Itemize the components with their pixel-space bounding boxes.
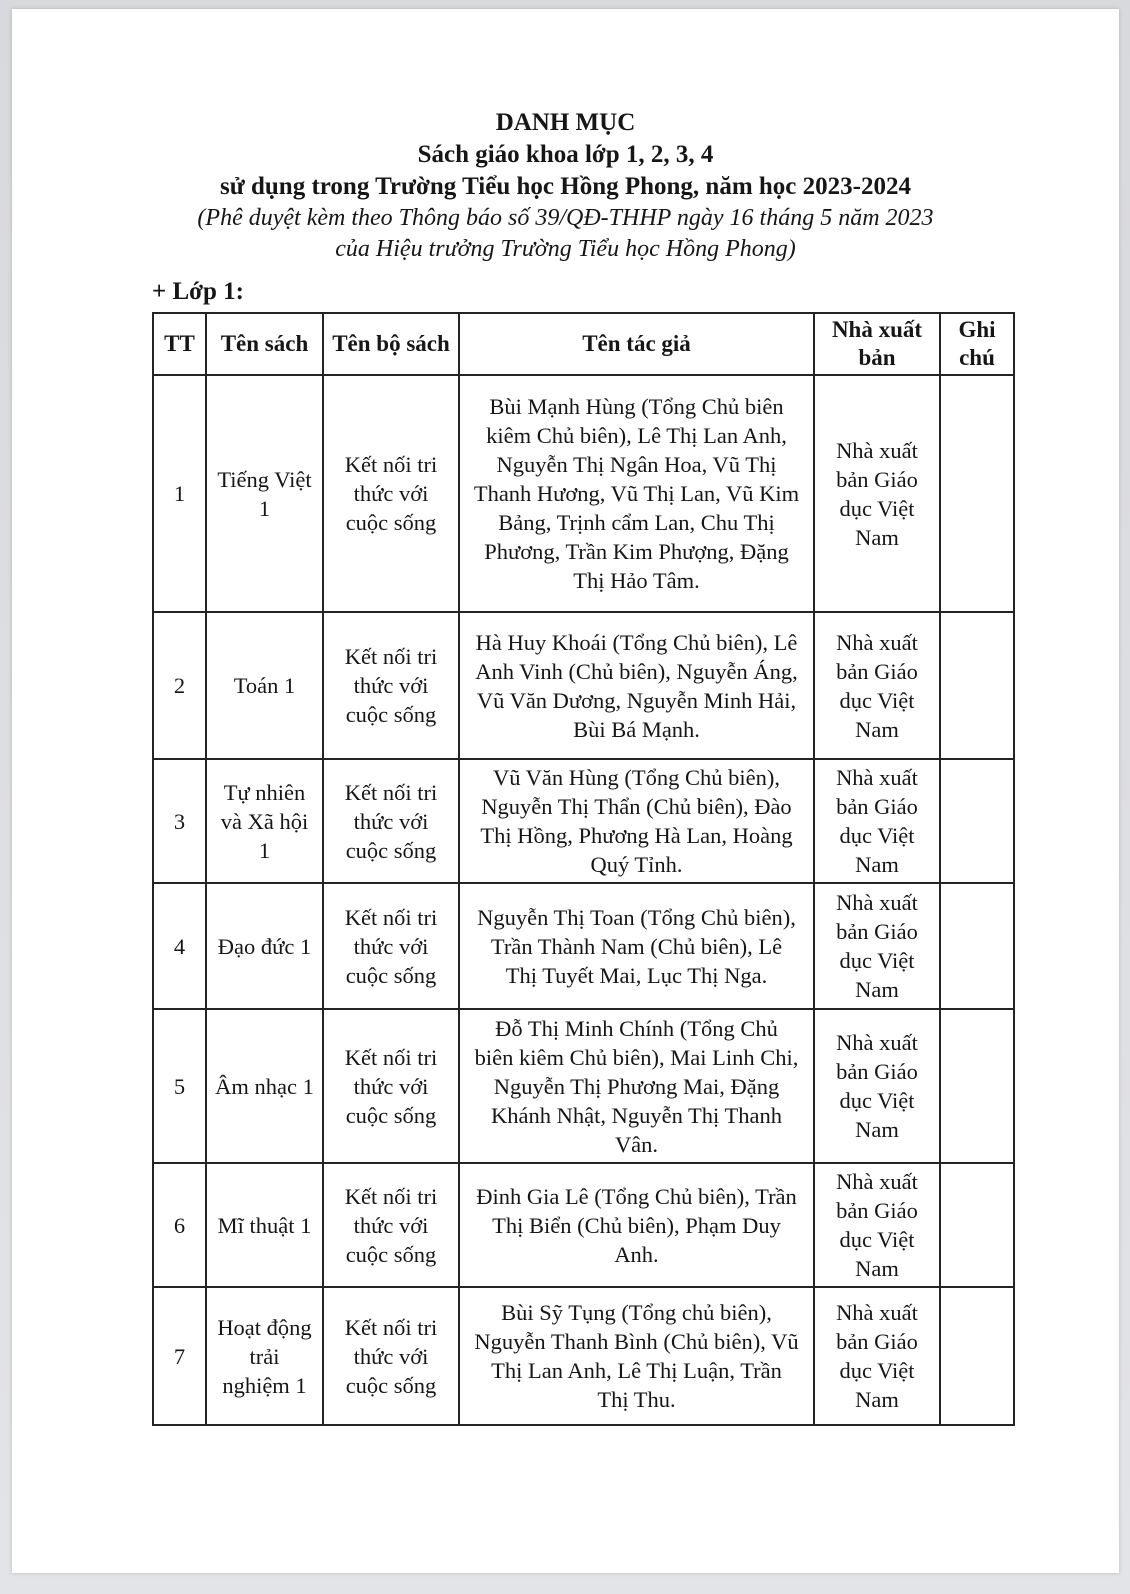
publisher-cell: Nhà xuất bản Giáo dục Việt Nam bbox=[814, 1287, 940, 1425]
textbook-table bbox=[152, 312, 1015, 1426]
authors-cell: Đỗ Thị Minh Chính (Tổng Chủ biên kiêm Chủ biên), Mai Linh Chi, Nguyễn Thị Phương Mai, Đặng Khánh Nhật, Nguyễn Thị Thanh Vân. bbox=[459, 1009, 814, 1163]
authors-cell: Hà Huy Khoái (Tổng Chủ biên), Lê Anh Vinh (Chủ biên), Nguyễn Áng, Vũ Văn Dương, Nguyễn Minh Hải, Bùi Bá Mạnh. bbox=[459, 612, 814, 759]
table-row bbox=[153, 883, 1014, 1009]
book-name-cell: Hoạt động trải nghiệm 1 bbox=[206, 1287, 323, 1425]
approval-note-line1: (Phê duyệt kèm theo Thông báo số 39/QĐ-THHP ngày 16 tháng 5 năm 2023 bbox=[197, 205, 934, 231]
series-name-cell: Kết nối tri thức với cuộc sống bbox=[323, 1163, 459, 1287]
authors-cell: Vũ Văn Hùng (Tổng Chủ biên), Nguyễn Thị Thẩn (Chủ biên), Đào Thị Hồng, Phương Hà Lan, Hoàng Quý Tỉnh. bbox=[459, 759, 814, 883]
notes-cell bbox=[940, 1287, 1014, 1425]
table-row bbox=[153, 1287, 1014, 1425]
publisher-cell: Nhà xuất bản Giáo dục Việt Nam bbox=[814, 1163, 940, 1287]
document-subtitle-school-year: sử dụng trong Trường Tiểu học Hồng Phong, năm học 2023-2024 bbox=[220, 173, 911, 200]
book-name-cell: Tiếng Việt 1 bbox=[206, 375, 323, 612]
publisher-cell: Nhà xuất bản Giáo dục Việt Nam bbox=[814, 375, 940, 612]
series-name-cell: Kết nối tri thức với cuộc sống bbox=[323, 375, 459, 612]
document-title: DANH MỤC bbox=[495, 109, 636, 136]
row-number-cell: 4 bbox=[153, 883, 206, 1009]
authors-cell: Bùi Sỹ Tụng (Tổng chủ biên), Nguyễn Thanh Bình (Chủ biên), Vũ Thị Lan Anh, Lê Thị Luận, Trần Thị Thu. bbox=[459, 1287, 814, 1425]
book-name-cell: Âm nhạc 1 bbox=[206, 1009, 323, 1163]
series-name-cell: Kết nối tri thức với cuộc sống bbox=[323, 612, 459, 759]
authors-cell: Bùi Mạnh Hùng (Tổng Chủ biên kiêm Chủ biên), Lê Thị Lan Anh, Nguyễn Thị Ngân Hoa, Vũ Thị Thanh Hương, Vũ Thị Lan, Vũ Kim Bảng, Trịnh cẩm Lan, Chu Thị Phương, Trần Kim Phượng, Đặng Thị Hảo Tâm. bbox=[459, 375, 814, 612]
publisher-cell: Nhà xuất bản Giáo dục Việt Nam bbox=[814, 1009, 940, 1163]
publisher-cell: Nhà xuất bản Giáo dục Việt Nam bbox=[814, 612, 940, 759]
series-name-cell: Kết nối tri thức với cuộc sống bbox=[323, 883, 459, 1009]
notes-cell bbox=[940, 1009, 1014, 1163]
grade-1-section-label: + Lớp 1: bbox=[152, 278, 244, 305]
row-number-cell: 5 bbox=[153, 1009, 206, 1163]
table-row bbox=[153, 1163, 1014, 1287]
publisher-cell: Nhà xuất bản Giáo dục Việt Nam bbox=[814, 883, 940, 1009]
column-header-notes: Ghi chú bbox=[940, 313, 1014, 375]
series-name-cell: Kết nối tri thức với cuộc sống bbox=[323, 759, 459, 883]
table-row bbox=[153, 375, 1014, 612]
authors-cell: Đinh Gia Lê (Tổng Chủ biên), Trần Thị Biển (Chủ biên), Phạm Duy Anh. bbox=[459, 1163, 814, 1287]
row-number-cell: 3 bbox=[153, 759, 206, 883]
series-name-cell: Kết nối tri thức với cuộc sống bbox=[323, 1287, 459, 1425]
notes-cell bbox=[940, 612, 1014, 759]
notes-cell bbox=[940, 375, 1014, 612]
row-number-cell: 6 bbox=[153, 1163, 206, 1287]
authors-cell: Nguyễn Thị Toan (Tổng Chủ biên), Trần Thành Nam (Chủ biên), Lê Thị Tuyết Mai, Lục Thị Nga. bbox=[459, 883, 814, 1009]
book-name-cell: Tự nhiên và Xã hội 1 bbox=[206, 759, 323, 883]
table-row bbox=[153, 612, 1014, 759]
book-name-cell: Đạo đức 1 bbox=[206, 883, 323, 1009]
column-header-authors: Tên tác giả bbox=[459, 313, 814, 375]
notes-cell bbox=[940, 1163, 1014, 1287]
notes-cell bbox=[940, 759, 1014, 883]
series-name-cell: Kết nối tri thức với cuộc sống bbox=[323, 1009, 459, 1163]
book-name-cell: Toán 1 bbox=[206, 612, 323, 759]
column-header-book-name: Tên sách bbox=[206, 313, 323, 375]
table-row bbox=[153, 759, 1014, 883]
table-header-row bbox=[153, 313, 1014, 375]
publisher-cell: Nhà xuất bản Giáo dục Việt Nam bbox=[814, 759, 940, 883]
row-number-cell: 1 bbox=[153, 375, 206, 612]
notes-cell bbox=[940, 883, 1014, 1009]
row-number-cell: 7 bbox=[153, 1287, 206, 1425]
row-number-cell: 2 bbox=[153, 612, 206, 759]
column-header-series-name: Tên bộ sách bbox=[323, 313, 459, 375]
column-header-tt: TT bbox=[153, 313, 206, 375]
table-row bbox=[153, 1009, 1014, 1163]
document-subtitle-grades: Sách giáo khoa lớp 1, 2, 3, 4 bbox=[417, 141, 714, 168]
column-header-publisher: Nhà xuất bản bbox=[814, 313, 940, 375]
book-name-cell: Mĩ thuật 1 bbox=[206, 1163, 323, 1287]
document-page bbox=[12, 9, 1119, 1573]
document-header bbox=[12, 9, 1119, 265]
approval-note-line2: của Hiệu trưởng Trường Tiểu học Hồng Phong) bbox=[335, 236, 796, 262]
